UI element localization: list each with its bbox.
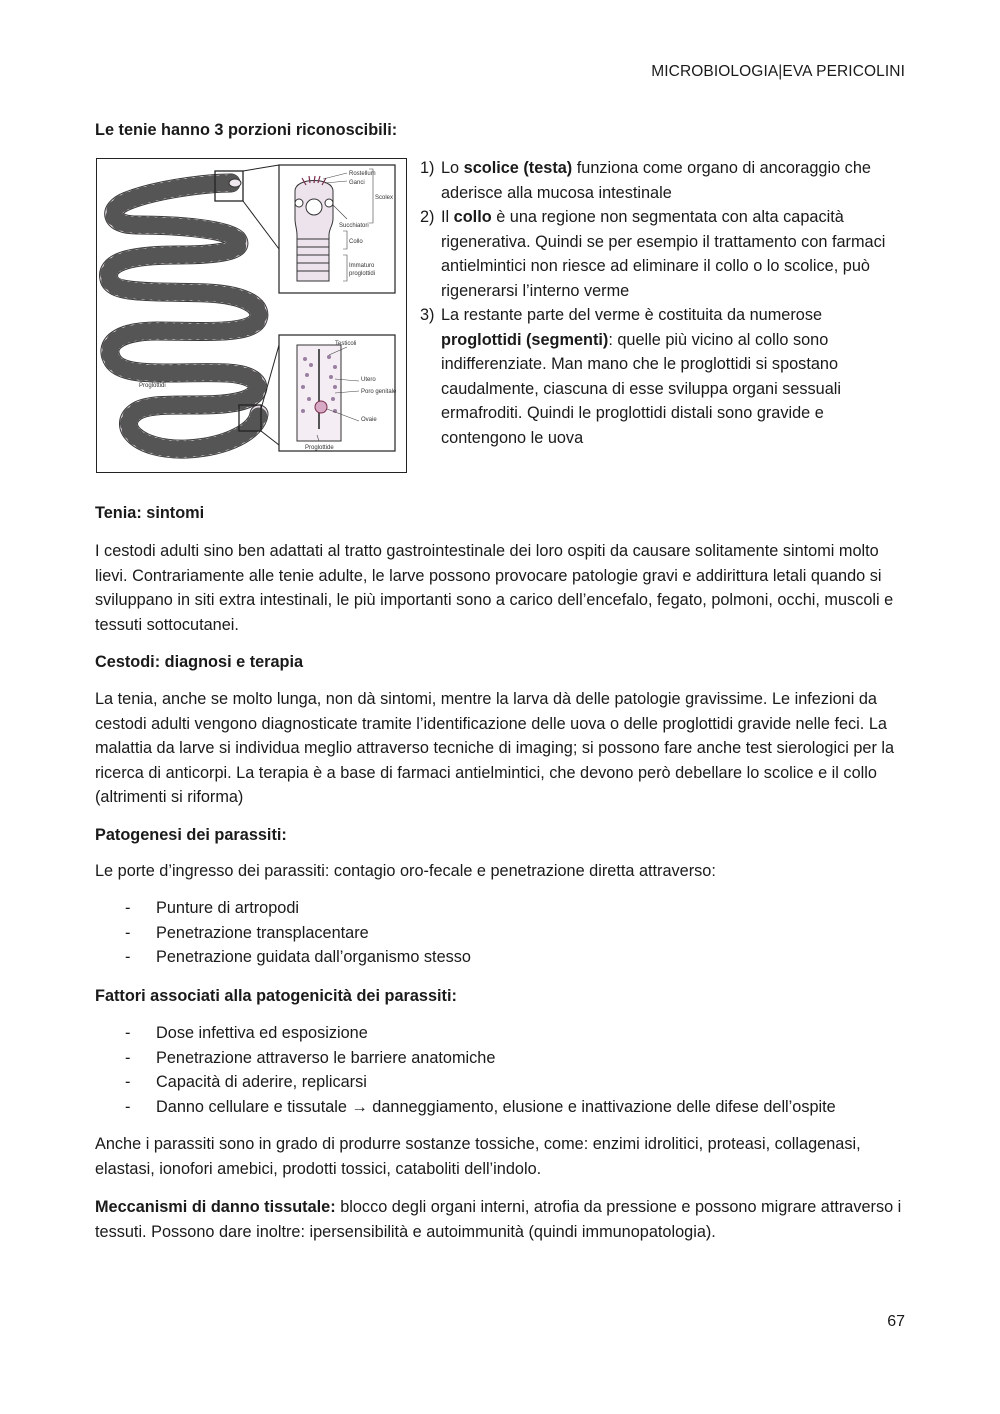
entry-routes-list	[95, 896, 905, 970]
arrow-icon: →	[351, 1097, 368, 1116]
pathogenicity-factors-list	[95, 1021, 905, 1119]
label-immaturo: Immaturo	[349, 263, 375, 269]
list-item: - Punture di artropodi	[125, 899, 300, 917]
list-item: - Penetrazione transplacentare	[125, 923, 369, 942]
paragraph-diagnosi: La tenia, anche se molto lunga, non dà sintomi, mentre la larva dà delle patologie gravissime. Le infezioni da cestodi adulti vengono diagnosticate tramite l’identificazione delle uova o delle proglottidi gravide nelle feci. La malattia da larve si individua meglio attraverso tecniche di imaging; si possono fare anche test sierologici per la ricerca di anticorpi. La terapia è a base di farmaci antielmintici, che devono però debellare lo scolice e il collo (altrimenti si riforma)	[95, 690, 895, 806]
tapeworm-parts-list	[420, 156, 890, 450]
section-heading-fattori: Fattori associati alla patogenicità dei parassiti:	[95, 987, 457, 1005]
label-proglottide: Proglottide	[305, 445, 334, 451]
label-ovaie: Ovaie	[361, 417, 377, 423]
paragraph-sintomi: I cestodi adulti sino ben adattati al tratto gastrointestinale dei loro ospiti da causare solitamente sintomi molto lievi. Contrariamente alle tenie adulte, le larve possono provocare patologie gravi e addirittura letali quando si sviluppano in siti extra intestinali, le più importanti sono a carico dell’encefalo, fegato, polmoni, occhi, muscoli e tessuti sottocutanei.	[95, 542, 894, 634]
section-heading-sintomi: Tenia: sintomi	[95, 504, 205, 522]
tapeworm-illustration	[96, 158, 407, 473]
list-item: 2) Il collo è una regione non segmentata con alta capacità rigenerativa. Quindi se per esempio il trattamento con farmaci antielmintici non riesce ad eliminare il collo o lo scolice, può rigenerarsi l’interno verme	[420, 208, 886, 300]
label-utero: Utero	[361, 377, 376, 383]
label-rostellum: Rostellum	[349, 171, 376, 177]
label-poro-genitale: Poro genitale	[361, 389, 397, 395]
page-number: 67	[887, 1313, 905, 1330]
paragraph-patogenesi: Le porte d’ingresso dei parassiti: contagio oro-fecale e penetrazione diretta attraverso:	[95, 862, 716, 880]
list-item: - Penetrazione attraverso le barriere anatomiche	[125, 1048, 496, 1067]
list-item: - Danno cellulare e tissutale → danneggiamento, elusione e inattivazione delle difese dell’ospite	[125, 1097, 836, 1116]
list-item: 1) Lo scolice (testa) funziona come organo di ancoraggio che aderisce alla mucosa intestinale	[420, 159, 871, 202]
list-item: - Capacità di aderire, replicarsi	[125, 1073, 367, 1091]
list-item: - Penetrazione guidata dall’organismo stesso	[125, 948, 471, 966]
label-succhiatori: Succhiatori	[339, 223, 369, 229]
label-proglottidi: Proglottidi	[139, 383, 166, 389]
paragraph-meccanismi: Meccanismi di danno tissutale: blocco degli organi interni, atrofia da pressione e possono migrare attraverso i tessuti. Possono dare inoltre: ipersensibilità e autoimmunità (quindi immunopatologia).	[95, 1198, 902, 1241]
label-ganci: Ganci	[349, 180, 365, 186]
meccanismi-heading: Meccanismi di danno tissutale:	[95, 1198, 336, 1216]
page-header: MICROBIOLOGIA|EVA PERICOLINI	[651, 63, 905, 80]
label-collo: Collo	[349, 239, 363, 245]
tapeworm-drawing	[97, 159, 406, 472]
section-heading-diagnosi: Cestodi: diagnosi e terapia	[95, 653, 304, 671]
list-item: 3) La restante parte del verme è costituita da numerose proglottidi (segmenti): quelle più vicino al collo sono indifferenziate. Man mano che le proglottidi si spostano caudalmente, ciascuna di esse sviluppa organi sessuali ermafroditi. Quindi le proglottidi distali sono gravide e contengono le uova	[420, 306, 842, 447]
label-immaturo-proglottidi: proglottidi	[349, 271, 376, 277]
section-heading-tenie: Le tenie hanno 3 porzioni riconoscibili:	[95, 121, 398, 139]
list-item: - Dose infettiva ed esposizione	[125, 1024, 368, 1042]
paragraph-sostanze-tossiche: Anche i parassiti sono in grado di produrre sostanze tossiche, come: enzimi idrolitici, proteasi, collagenasi, elastasi, ionofori amebici, prodotti tossici, cataboliti dell’indolo.	[95, 1135, 861, 1178]
label-scolex: Scolex	[375, 195, 394, 201]
section-heading-patogenesi: Patogenesi dei parassiti:	[95, 826, 287, 844]
label-testicoli: Testicoli	[335, 341, 357, 347]
